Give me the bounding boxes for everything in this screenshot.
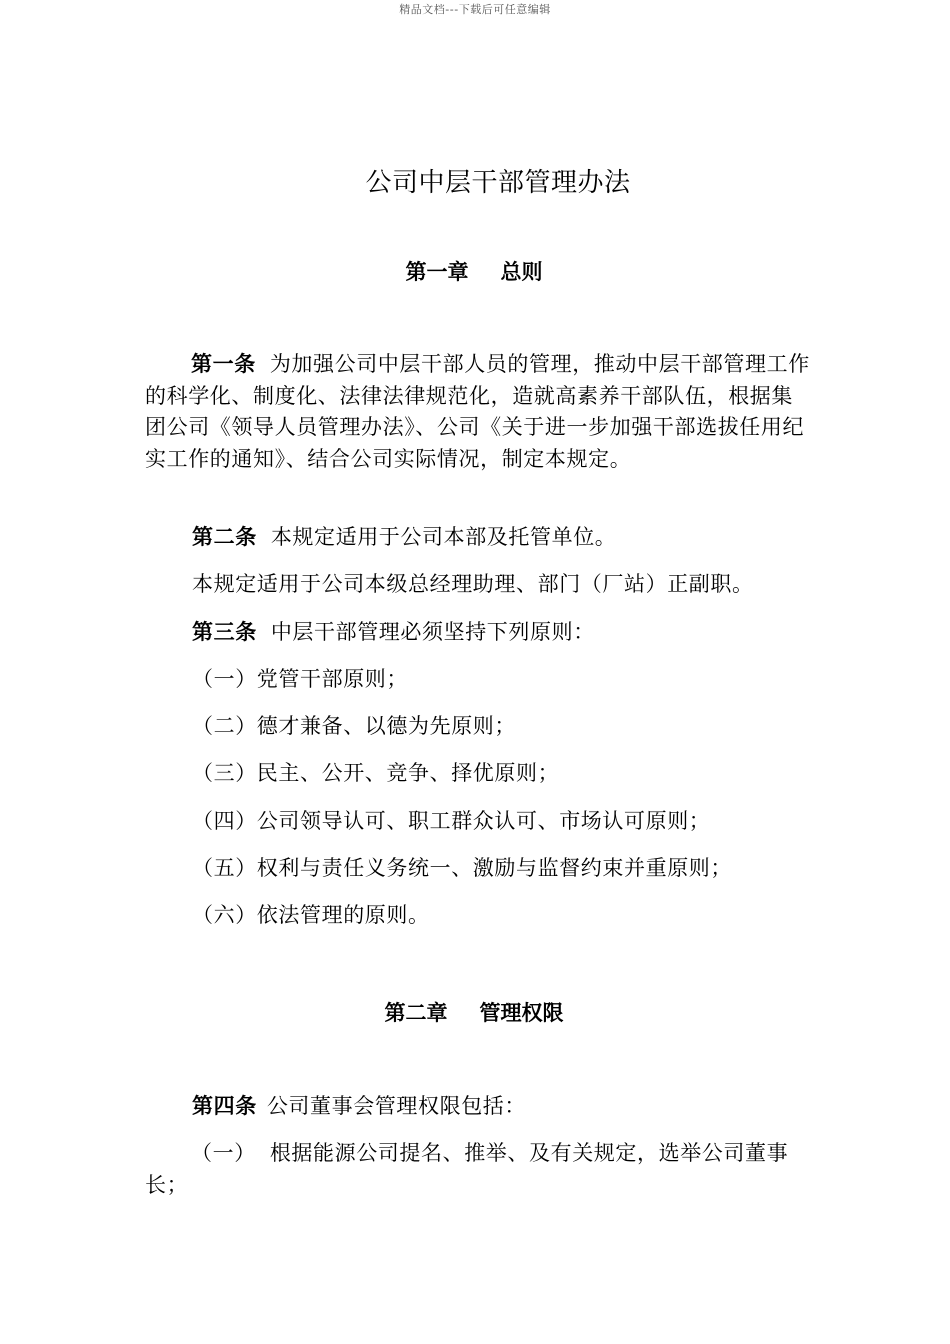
chapter-2-heading bbox=[0, 997, 948, 1027]
article-4-text: 公司董事会管理权限包括： bbox=[266, 1094, 527, 1118]
article-3-text: 中层干部管理必须坚持下列原则： bbox=[270, 620, 595, 644]
article-2 bbox=[192, 522, 616, 554]
chapter-1-heading bbox=[0, 256, 948, 286]
article-4-item-1-number: （一） bbox=[191, 1141, 256, 1165]
article-4 bbox=[192, 1091, 526, 1123]
article-2-label: 第二条 bbox=[192, 525, 257, 549]
chapter-2-name: 管理权限 bbox=[479, 1001, 564, 1025]
article-1 bbox=[145, 349, 810, 475]
article-2-text: 本规定适用于公司本部及托管单位。 bbox=[270, 525, 617, 549]
article-3-item: （二）德才兼备、以德为先原则； bbox=[192, 714, 516, 738]
article-2-scope: 本规定适用于公司本级总经理助理、部门（厂站）正副职。 bbox=[192, 572, 754, 596]
chapter-2-number: 第二章 bbox=[384, 1001, 448, 1025]
article-1-text: 为加强公司中层干部人员的管理，推动中层干部管理工作的科学化、制度化、法律法律规范化，造就高素养干部队伍，根据集团公司《领导人员管理办法》、公司《关于进一步加强干部选拔任用纪实工作的通知》、结合公司实际情况，制定本规定。 bbox=[145, 352, 810, 471]
article-3-item: （五）权利与责任义务统一、激励与监督约束并重原则； bbox=[192, 856, 732, 880]
article-4-item-1-text: 根据能源公司提名、推举、及有关规定，选举公司董事长； bbox=[145, 1141, 789, 1197]
article-4-label: 第四条 bbox=[192, 1094, 257, 1118]
chapter-1-name: 总则 bbox=[500, 260, 543, 284]
article-3-label: 第三条 bbox=[192, 620, 257, 644]
watermark: 精品文档---下载后可任意编辑 bbox=[399, 3, 551, 16]
document-title: 公司中层干部管理办法 bbox=[365, 168, 631, 198]
article-3-item: （一）党管干部原则； bbox=[192, 667, 408, 691]
chapter-1-number: 第一章 bbox=[405, 260, 469, 284]
article-3-item: （四）公司领导认可、职工群众认可、市场认可原则； bbox=[192, 809, 711, 833]
article-3-item: （三）民主、公开、竞争、择优原则； bbox=[192, 761, 560, 785]
article-3-item: （六）依法管理的原则。 bbox=[192, 903, 430, 927]
article-3 bbox=[192, 617, 595, 649]
article-4-item-1 bbox=[145, 1138, 810, 1201]
article-1-label: 第一条 bbox=[191, 352, 256, 376]
